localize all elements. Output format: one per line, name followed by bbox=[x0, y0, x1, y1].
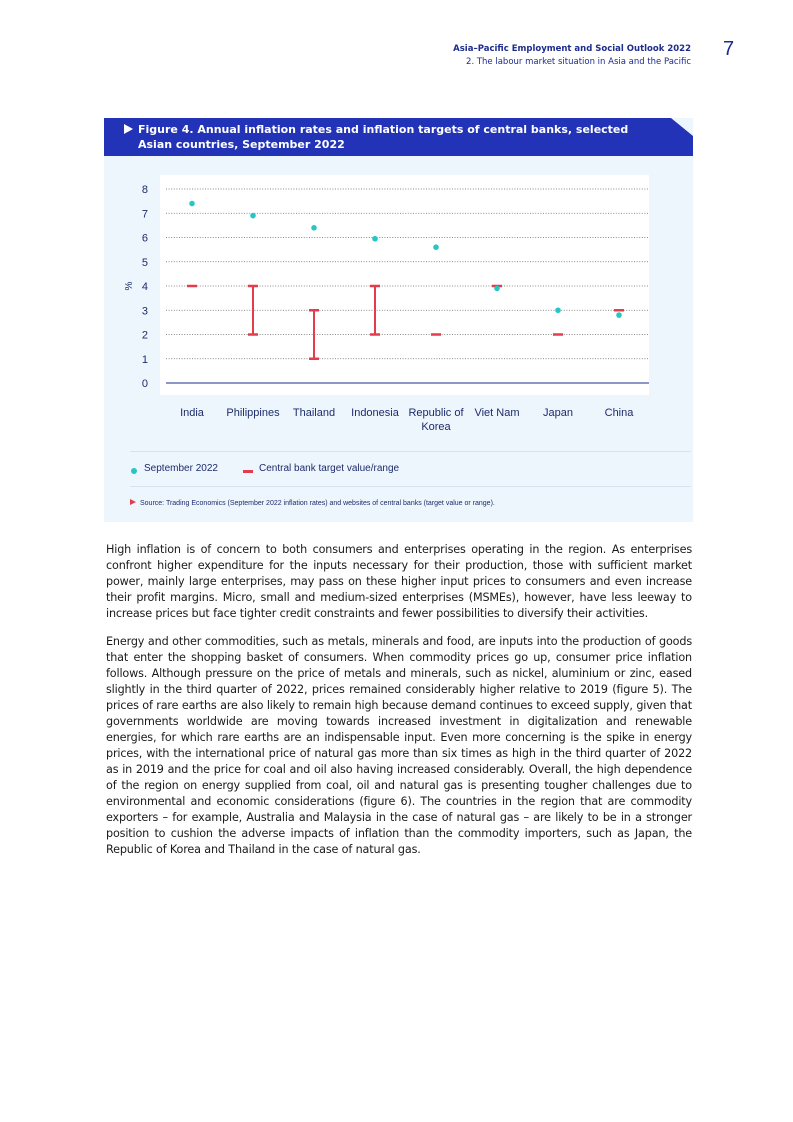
x-tick-label: China bbox=[604, 407, 634, 419]
plot-area bbox=[160, 175, 649, 395]
figure-arrow-icon bbox=[124, 124, 133, 134]
inflation-point bbox=[433, 244, 439, 250]
section-title: 2. The labour market situation in Asia and the Pacific bbox=[466, 57, 691, 67]
x-tick-label: Philippines bbox=[226, 407, 280, 419]
legend-dot-icon bbox=[131, 468, 137, 474]
y-tick-label: 6 bbox=[141, 232, 148, 245]
x-tick-label: Viet Nam bbox=[474, 407, 520, 419]
report-title: Asia–Pacific Employment and Social Outlook 2022 bbox=[453, 44, 691, 54]
y-tick-label: 5 bbox=[141, 256, 148, 269]
figure-header bbox=[104, 118, 693, 156]
body-paragraph-2: Energy and other commodities, such as metals, minerals and food, are inputs into the production of goods that enter the shopping basket of consumers. When commodity prices go up, consumer price inflation follows. Although pressure on the price of metals and minerals, such as nickel, aluminium or zinc, eased slightly in the third quarter of 2022, prices remained considerably higher relative to 2019 (figure 5). The prices of rare earths are also likely to remain high because demand continues to exceed supply, given that governments worldwide are moving towards increased investment in digitalization and renewable energies, for which rare earths are an indispensable input. Even more concerning is the spike in energy prices, with the international price of natural gas more than six times as high in the third quarter of 2022 as in 2019 and the price for coal and oil also having increased considerably. Overall, the high dependence of the region on energy supplied from coal, oil and natural gas is presenting tougher challenges due to environmental and economic considerations (figure 6). The countries in the region that are commodity exporters – for example, Australia and Malaysia in the case of natural gas – are likely to be in a stronger position to cushion the adverse impacts of inflation than the commodity importers, such as Japan, the Republic of Korea and Thailand in the case of natural gas. bbox=[106, 635, 692, 856]
body-paragraph-1: High inflation is of concern to both consumers and enterprises operating in the region. As enterprises confront higher expenditure for the inputs necessary for their production, those with sufficient market power, mainly large enterprises, may pass on these higher input prices to consumers and even increase their profit margins. Micro, small and medium-sized enterprises (MSMEs), however, have less leeway to increase prices but face tighter credit constraints and fewer possibilities to diversify their activities. bbox=[106, 543, 692, 620]
chart-panel bbox=[104, 156, 693, 438]
x-tick-label: Korea bbox=[421, 421, 451, 433]
x-tick-label: India bbox=[180, 407, 204, 419]
figure-title: Figure 4. Annual inflation rates and inflation targets of central banks, selected Asian countries, September 2022 bbox=[138, 123, 629, 151]
y-tick-label: 3 bbox=[141, 305, 148, 318]
inflation-point bbox=[494, 286, 500, 292]
legend-target-label: Central bank target value/range bbox=[259, 463, 400, 474]
inflation-point bbox=[250, 213, 256, 219]
inflation-point bbox=[311, 225, 317, 231]
inflation-point bbox=[555, 307, 561, 313]
x-tick-label: Indonesia bbox=[351, 407, 399, 419]
x-tick-label: Thailand bbox=[292, 407, 336, 419]
page-number: 7 bbox=[723, 38, 735, 60]
y-tick-label: 0 bbox=[141, 378, 148, 390]
inflation-chart bbox=[104, 156, 693, 438]
legend-inflation-label: September 2022 bbox=[144, 463, 218, 474]
chart-legend bbox=[130, 451, 691, 487]
y-tick-label: 4 bbox=[141, 281, 148, 293]
x-tick-label: Republic of bbox=[408, 407, 464, 419]
running-header bbox=[453, 43, 691, 70]
figure-source-text: Source: Trading Economics (September 2022 inflation rates) and websites of central banks (target value or range). bbox=[140, 500, 495, 507]
y-tick-label: 7 bbox=[141, 208, 148, 221]
source-arrow-icon bbox=[130, 499, 136, 505]
legend-dash-icon bbox=[243, 470, 253, 473]
y-axis-label: % bbox=[124, 281, 135, 291]
y-tick-label: 8 bbox=[141, 184, 148, 196]
inflation-point bbox=[189, 201, 195, 207]
inflation-point bbox=[372, 236, 378, 242]
y-tick-label: 2 bbox=[141, 329, 148, 342]
inflation-point bbox=[616, 312, 622, 318]
x-tick-label: Japan bbox=[543, 407, 573, 419]
figure-source bbox=[130, 499, 495, 507]
y-tick-label: 1 bbox=[141, 353, 148, 366]
